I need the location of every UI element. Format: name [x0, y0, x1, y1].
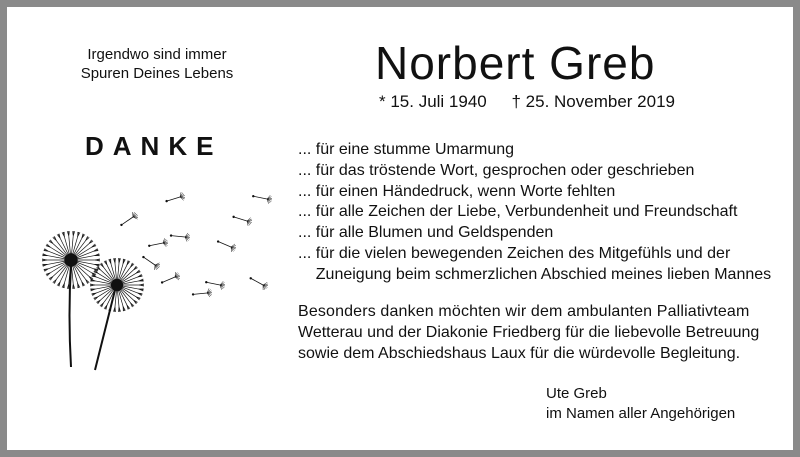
life-dates: [379, 91, 675, 113]
deceased-name: Norbert Greb: [375, 37, 656, 89]
thanks-list: [298, 140, 771, 286]
thanks-line: ... für alle Blumen und Geldspenden: [298, 224, 554, 242]
motto-line-1: Irgendwo sind immer: [87, 46, 227, 63]
motto-line-2: Spuren Deines Lebens: [80, 65, 234, 82]
special-thanks-paragraph: [298, 302, 759, 364]
death-date: † 25. November 2019: [511, 92, 675, 111]
birth-date: * 15. Juli 1940: [379, 92, 487, 111]
thanks-line: ... für eine stumme Umarmung: [298, 141, 515, 158]
dandelion-head-icon: [90, 258, 144, 312]
signature: [546, 384, 735, 424]
thanks-line: ... für alle Zeichen der Liebe, Verbundenheit und Freundschaft: [298, 203, 738, 221]
thanks-line: ... für einen Händedruck, wenn Worte fehlten: [298, 182, 616, 200]
thanks-line: Zuneigung beim schmerzlichen Abschied meines lieben Mannes: [298, 265, 772, 283]
special-thanks-line: Wetterau und der Diakonie Friedberg für die liebevolle Betreuung: [298, 323, 760, 341]
special-thanks-line: sowie dem Abschiedshaus Laux für die würdevolle Begleitung.: [298, 344, 741, 362]
special-thanks-line: Besonders danken möchten wir dem ambulanten Palliativteam: [298, 303, 750, 320]
dandelion-icon: [35, 185, 285, 380]
thanks-line: ... für die vielen bewegenden Zeichen des Mitgefühls und der: [298, 244, 731, 262]
thanks-line: ... für das tröstende Wort, gesprochen oder geschrieben: [298, 161, 695, 179]
signature-name: Ute Greb: [546, 385, 607, 402]
motto: [62, 45, 252, 83]
thanks-heading: DANKE: [85, 131, 223, 161]
signature-line: im Namen aller Angehörigen: [546, 405, 736, 422]
